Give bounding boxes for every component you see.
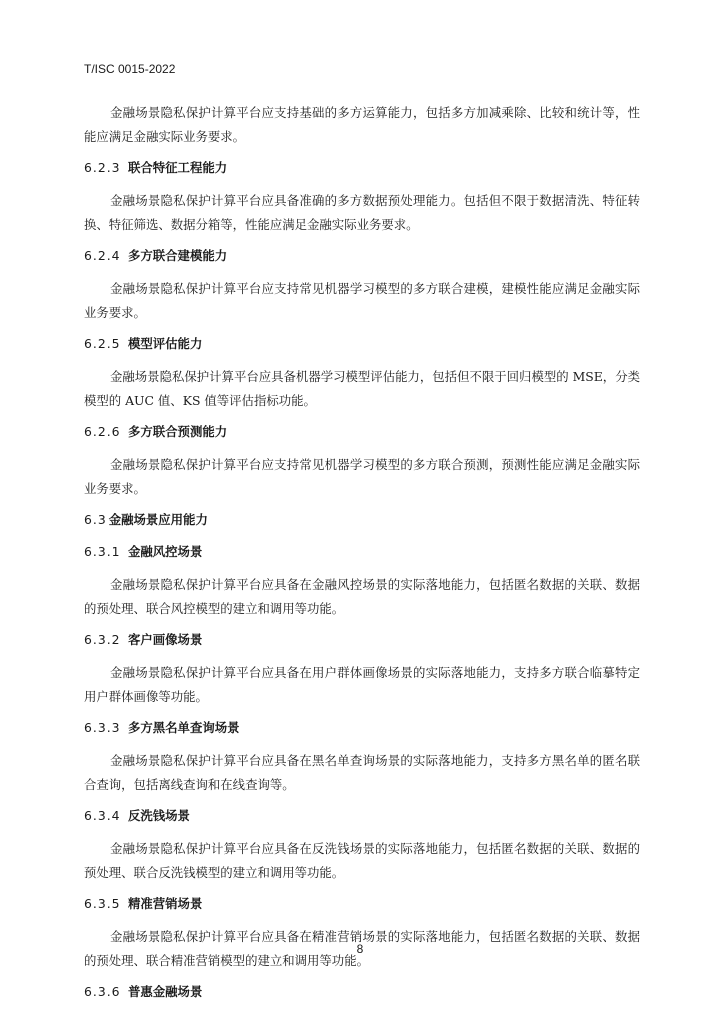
section-title: 普惠金融场景	[128, 984, 203, 999]
section-heading-6-2-6	[84, 421, 640, 443]
section-title: 客户画像场景	[128, 632, 203, 647]
paragraph-precision-marketing: 金融场景隐私保护计算平台应具备在精准营销场景的实际落地能力，包括匿名数据的关联、数据的预处理、联合精准营销模型的建立和调用等功能。	[84, 929, 640, 968]
section-heading-6-2-4	[84, 245, 640, 267]
document-body	[84, 101, 640, 1013]
section-title: 金融风控场景	[128, 544, 203, 559]
paragraph-feature-engineering: 金融场景隐私保护计算平台应具备准确的多方数据预处理能力。包括但不限于数据清洗、特征转换、特征筛选、数据分箱等，性能应满足金融实际业务要求。	[84, 193, 640, 232]
section-heading-6-2-5	[84, 333, 640, 355]
page-number: 8	[356, 942, 364, 956]
paragraph-joint-prediction: 金融场景隐私保护计算平台应支持常见机器学习模型的多方联合预测，预测性能应满足金融实际业务要求。	[84, 457, 640, 496]
section-title: 金融场景应用能力	[108, 512, 208, 527]
paragraph-blacklist-query: 金融场景隐私保护计算平台应具备在黑名单查询场景的实际落地能力，支持多方黑名单的匿名联合查询，包括离线查询和在线查询等。	[84, 753, 640, 792]
section-title: 反洗钱场景	[128, 808, 190, 823]
section-number: 6.3.1	[84, 544, 121, 559]
section-number: 6.3	[84, 512, 107, 527]
section-number: 6.2.4	[84, 248, 121, 263]
section-heading-6-3	[84, 509, 640, 531]
section-title: 模型评估能力	[128, 336, 203, 351]
paragraph-basic-operations: 金融场景隐私保护计算平台应支持基础的多方运算能力，包括多方加减乘除、比较和统计等，性能应满足金融实际业务要求。	[84, 105, 640, 144]
paragraph-customer-profiling: 金融场景隐私保护计算平台应具备在用户群体画像场景的实际落地能力，支持多方联合临摹特定用户群体画像等功能。	[84, 665, 640, 704]
section-heading-6-2-3	[84, 157, 640, 179]
section-heading-6-3-2	[84, 629, 640, 651]
paragraph-anti-money-laundering: 金融场景隐私保护计算平台应具备在反洗钱场景的实际落地能力，包括匿名数据的关联、数据的预处理、联合反洗钱模型的建立和调用等功能。	[84, 841, 640, 880]
paragraph-risk-control: 金融场景隐私保护计算平台应具备在金融风控场景的实际落地能力，包括匿名数据的关联、数据的预处理、联合风控模型的建立和调用等功能。	[84, 577, 640, 616]
section-title: 多方联合预测能力	[128, 424, 228, 439]
section-title: 多方联合建模能力	[128, 248, 228, 263]
section-number: 6.2.3	[84, 160, 121, 175]
section-title: 联合特征工程能力	[128, 160, 228, 175]
section-title: 精准营销场景	[128, 896, 203, 911]
section-heading-6-3-4	[84, 805, 640, 827]
section-number: 6.3.2	[84, 632, 121, 647]
section-number: 6.3.5	[84, 896, 121, 911]
paragraph-joint-modeling: 金融场景隐私保护计算平台应支持常见机器学习模型的多方联合建模，建模性能应满足金融实际业务要求。	[84, 281, 640, 320]
section-heading-6-3-3	[84, 717, 640, 739]
paragraph-model-evaluation: 金融场景隐私保护计算平台应具备机器学习模型评估能力，包括但不限于回归模型的 MSE，分类模型的 AUC 值、KS 值等评估指标功能。	[84, 369, 640, 408]
section-heading-6-3-5	[84, 893, 640, 915]
section-heading-6-3-6	[84, 981, 640, 1003]
section-number: 6.2.5	[84, 336, 121, 351]
section-title: 多方黑名单查询场景	[128, 720, 240, 735]
section-number: 6.3.3	[84, 720, 121, 735]
section-heading-6-3-1	[84, 541, 640, 563]
document-id: T/ISC 0015-2022	[84, 62, 176, 76]
section-number: 6.2.6	[84, 424, 121, 439]
section-number: 6.3.6	[84, 984, 121, 999]
section-number: 6.3.4	[84, 808, 121, 823]
